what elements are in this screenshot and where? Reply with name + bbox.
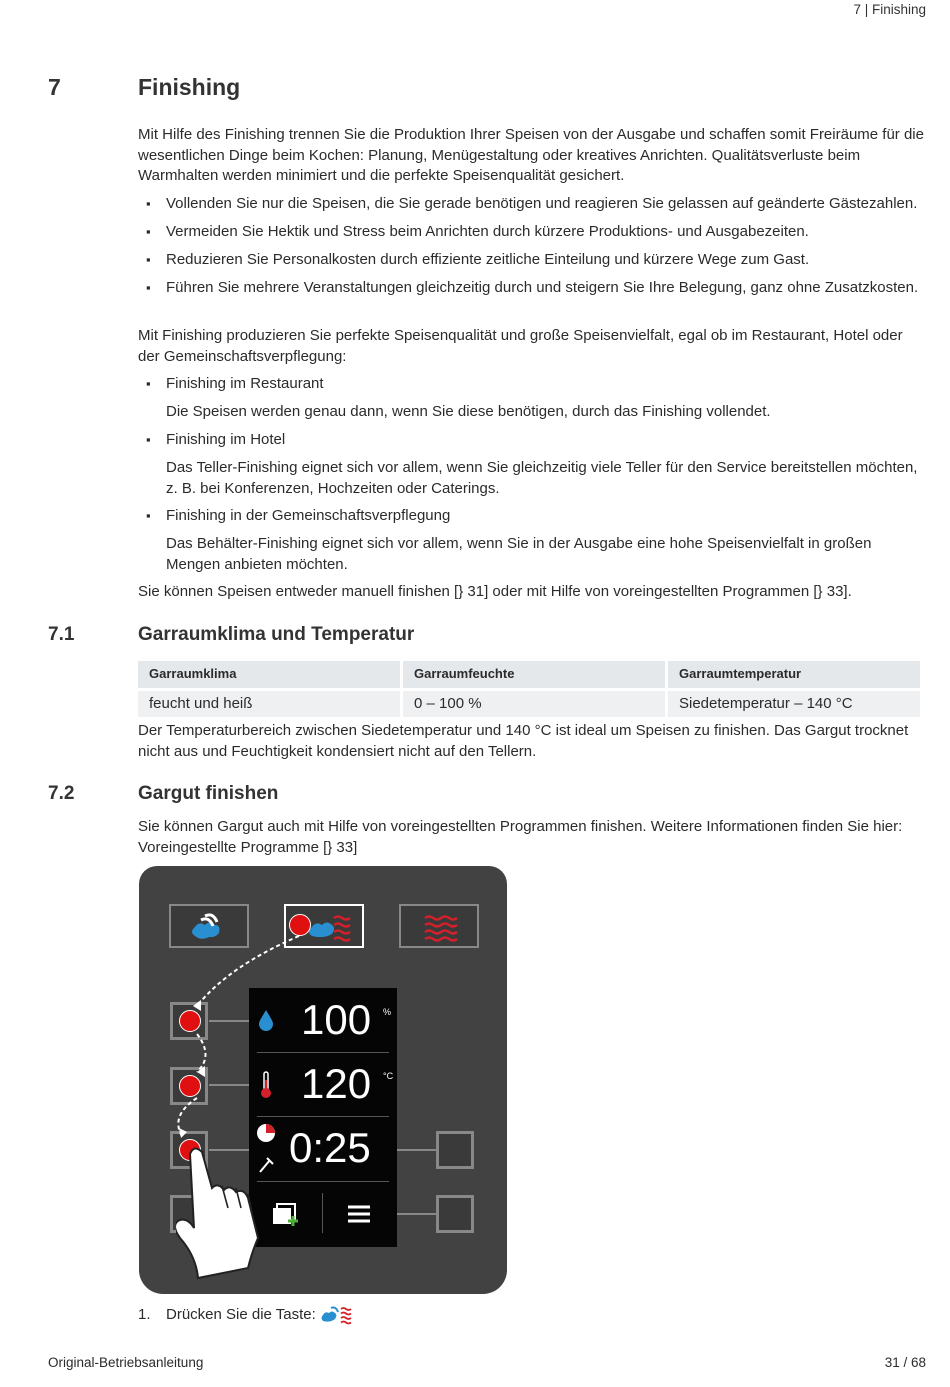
pointing-hand-icon: [176, 1140, 268, 1282]
venue-title: ▪ Finishing in der Gemeinschaftsverpflegung: [166, 506, 926, 527]
section-paragraph: Sie können Gargut auch mit Hilfe von voreingestellten Programmen finishen. Weitere Informationen finden Sie hier: Voreingestellte Programme [} 33]: [138, 818, 903, 856]
screen-divider: [257, 1116, 389, 1117]
table-header-row: [138, 661, 920, 688]
display-screen: [249, 988, 397, 1247]
temperature-value: 120: [301, 1060, 372, 1107]
venue-description: Das Behälter-Finishing eignet sich vor allem, wenn Sie in der Ausgabe eine hohe Speisenvielfalt in großen Mengen anbieten möchten.: [166, 535, 872, 573]
intro-paragraph: Mit Hilfe des Finishing trennen Sie die Produktion Ihrer Speisen von der Ausgabe und schaffen somit Freiräume für die wesentlichen Dinge beim Kochen: Planung, Menügestaltung oder kreatives Anrichten. Qualitätsverluste beim Warmhalten werden minimiert und die perfekte Speisenqualität gesichert.: [138, 126, 924, 184]
table-header: Garraumfeuchte: [403, 661, 665, 688]
temperature-note: Der Temperaturbereich zwischen Siedetemperatur und 140 °C ist ideal um Speisen zu finishen. Das Gargut trocknet nicht aus und Feuchtigkeit kondensiert nicht auf den Tellern.: [138, 722, 909, 760]
humidity-unit: %: [383, 1007, 392, 1017]
section-number: 7.1: [48, 624, 75, 645]
benefit-item: ▪ Vollenden Sie nur die Speisen, die Sie gerade benötigen und reagieren Sie gelassen auf geänderte Gästezahlen.: [166, 194, 926, 215]
table-row: [138, 688, 920, 718]
humidity-drop-icon: [257, 1008, 275, 1032]
combi-marker: [289, 914, 311, 936]
add-to-cart-icon[interactable]: [273, 1202, 303, 1228]
table-cell: Siedetemperatur – 140 °C: [668, 688, 920, 718]
chapter-title: Finishing: [138, 74, 241, 100]
section-title: Garraumklima und Temperatur: [138, 624, 415, 645]
benefit-item: ▪ Führen Sie mehrere Veranstaltungen gleichzeitig durch und steigern Sie Ihre Belegung, ganz ohne Zusatzkosten.: [166, 278, 926, 299]
methods-paragraph: Sie können Speisen entweder manuell finishen [} 31] oder mit Hilfe von voreingestellten Programmen [} 33].: [138, 583, 852, 600]
page-number: 31 / 68: [884, 1355, 926, 1370]
humidity-value: 100: [301, 996, 372, 1043]
benefit-item: ▪ Reduzieren Sie Personalkosten durch effiziente zeitliche Einteilung und kürzere Wege zum Gast.: [166, 250, 926, 271]
screen-divider: [257, 1052, 389, 1053]
venue-title: ▪ Finishing im Restaurant: [166, 374, 926, 395]
thermometer-icon: [257, 1070, 275, 1100]
time-value: 0:25: [289, 1124, 371, 1171]
chapter-number: 7: [48, 74, 61, 100]
section-number: 7.2: [48, 783, 75, 804]
temperature-marker: [179, 1075, 201, 1097]
step-text: Drücken Sie die Taste:: [166, 1306, 316, 1323]
footer-doc-title: Original-Betriebsanleitung: [48, 1355, 204, 1370]
variety-paragraph: Mit Finishing produzieren Sie perfekte Speisenqualität und große Speisenvielfalt, egal ob im Restaurant, Hotel oder der Gemeinschaftsverpflegung:: [138, 327, 903, 365]
temperature-unit: °C: [383, 1071, 394, 1081]
table-cell: 0 – 100 %: [403, 688, 665, 718]
venue-title: ▪ Finishing im Hotel: [166, 430, 926, 451]
climate-table: [135, 661, 923, 717]
section-title: Gargut finishen: [138, 783, 279, 804]
step-number: 1.: [138, 1306, 151, 1323]
screen-divider: [322, 1193, 323, 1233]
venue-description: Das Teller-Finishing eignet sich vor allem, wenn Sie gleichzeitig viele Teller für den Service bereitstellen möchten, z. B. bei Konferenzen, Hochzeiten oder Caterings.: [166, 459, 918, 497]
venue-description: Die Speisen werden genau dann, wenn Sie diese benötigen, durch das Finishing vollendet.: [166, 403, 771, 420]
table-header: Garraumtemperatur: [668, 661, 920, 688]
table-header: Garraumklima: [138, 661, 400, 688]
screen-divider: [257, 1181, 389, 1182]
humidity-marker: [179, 1010, 201, 1032]
benefit-item: ▪ Vermeiden Sie Hektik und Stress beim Anrichten durch kürzere Produktions- und Ausgabezeiten.: [166, 222, 926, 243]
menu-icon[interactable]: [347, 1204, 371, 1224]
table-cell: feucht und heiß: [138, 688, 400, 718]
combi-key-icon: [321, 1305, 357, 1325]
running-header: 7 | Finishing: [853, 2, 926, 17]
